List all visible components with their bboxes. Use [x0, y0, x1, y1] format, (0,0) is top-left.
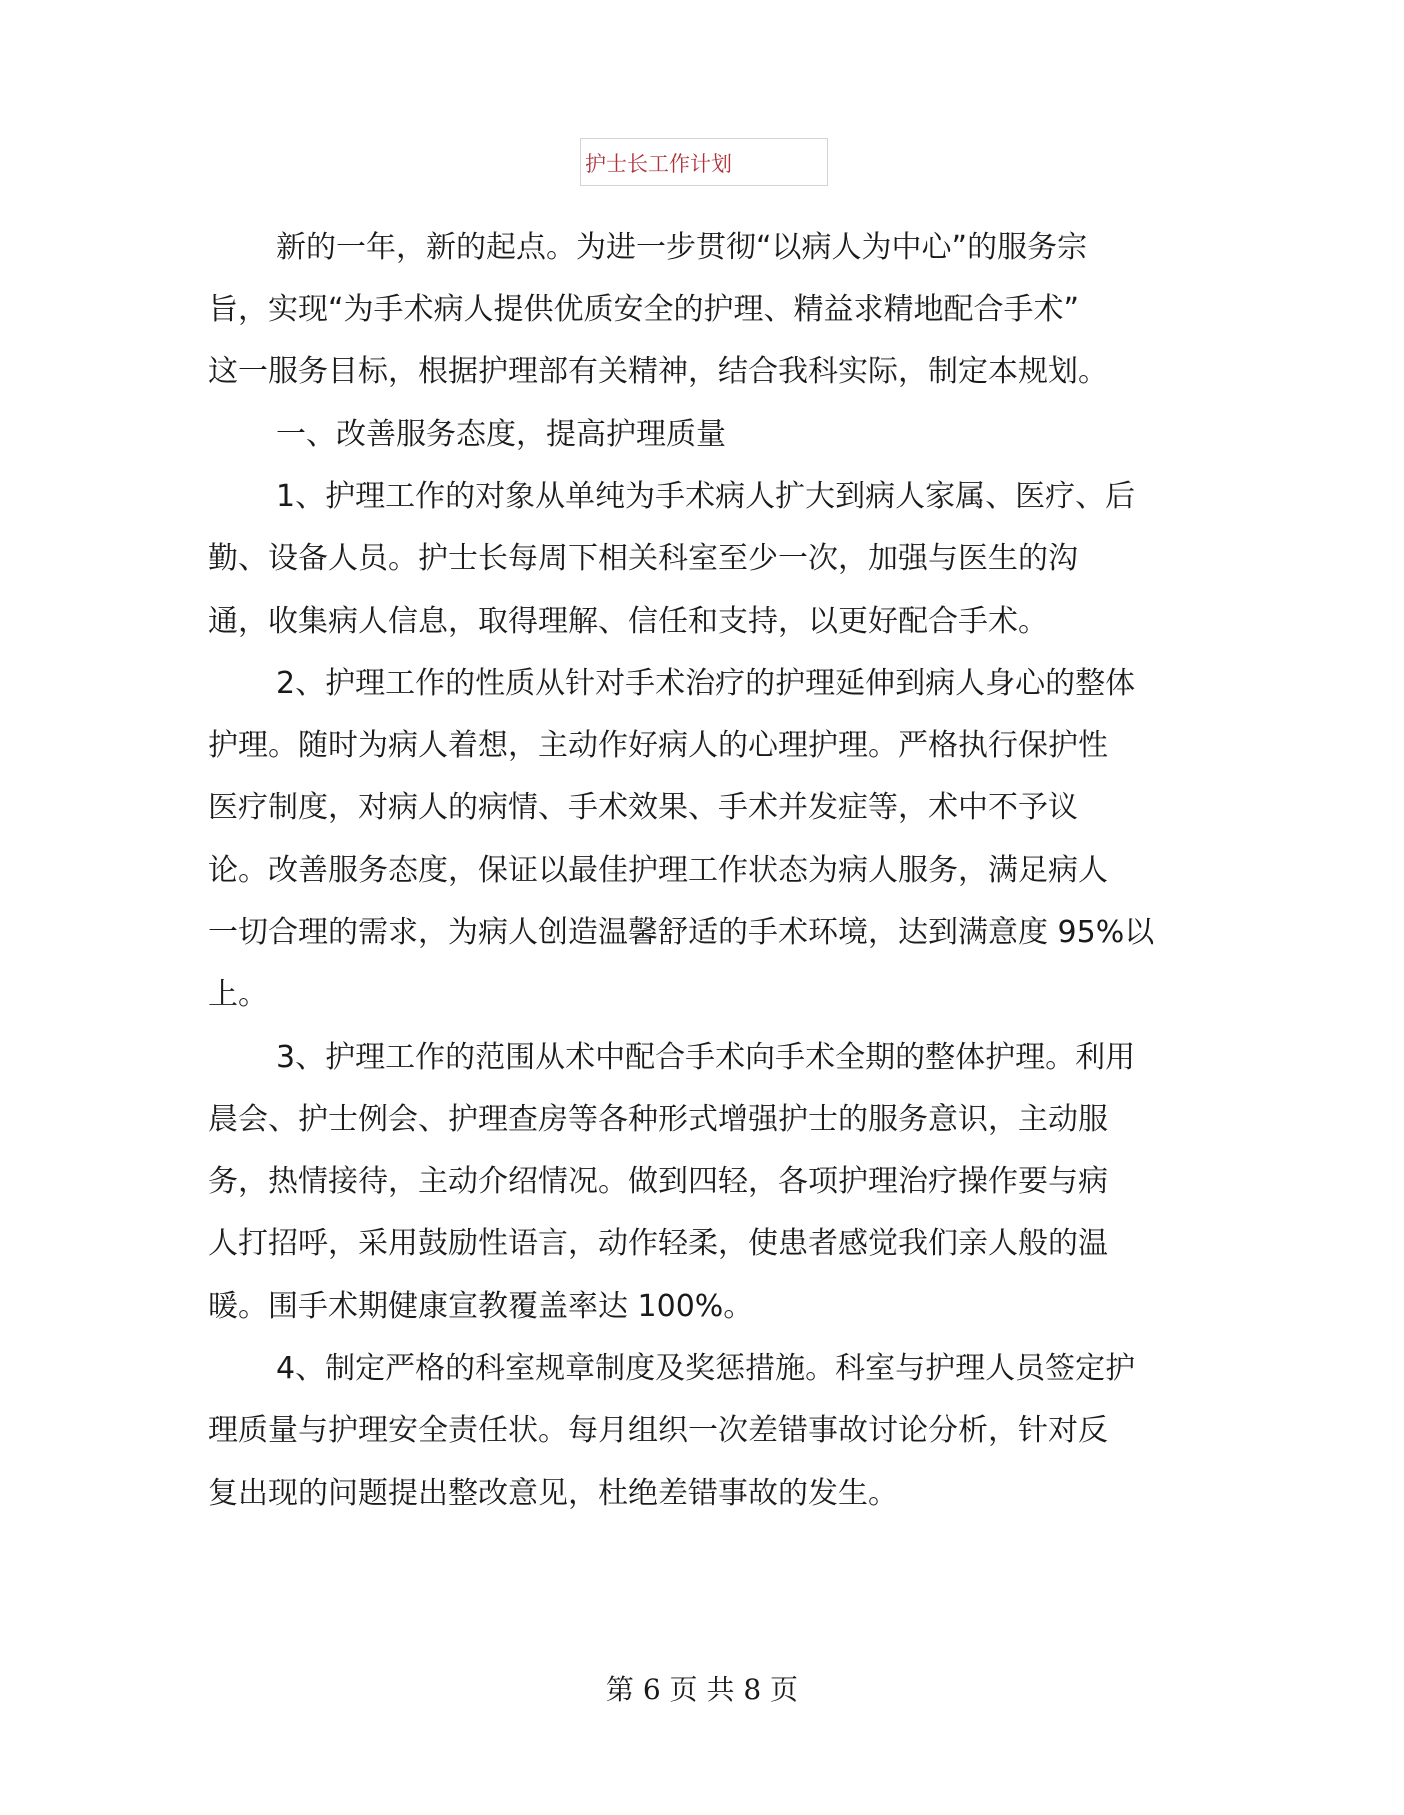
paragraph-line: 医疗制度，对病人的病情、手术效果、手术并发症等，术中不予议	[208, 790, 1078, 825]
document-title: 护士长工作计划	[585, 152, 732, 176]
paragraph-line: 上。	[208, 977, 268, 1012]
paragraph-line: 3、护理工作的范围从术中配合手术向手术全期的整体护理。利用	[276, 1040, 1136, 1075]
paragraph-line: 2、护理工作的性质从针对手术治疗的护理延伸到病人身心的整体	[276, 666, 1136, 701]
paragraph-line: 护理。随时为病人着想，主动作好病人的心理护理。严格执行保护性	[208, 728, 1108, 763]
paragraph-line: 4、制定严格的科室规章制度及奖惩措施。科室与护理人员签定护	[276, 1351, 1136, 1386]
paragraph-line: 勤、设备人员。护士长每周下相关科室至少一次，加强与医生的沟	[208, 541, 1078, 576]
paragraph-line: 复出现的问题提出整改意见，杜绝差错事故的发生。	[208, 1476, 898, 1511]
paragraph-line: 暖。围手术期健康宣教覆盖率达 100%。	[208, 1289, 754, 1324]
paragraph-line: 理质量与护理安全责任状。每月组织一次差错事故讨论分析，针对反	[208, 1413, 1108, 1448]
section-heading: 一、改善服务态度，提高护理质量	[276, 417, 726, 452]
paragraph-line: 这一服务目标，根据护理部有关精神，结合我科实际，制定本规划。	[208, 354, 1108, 389]
paragraph-line: 人打招呼，采用鼓励性语言，动作轻柔，使患者感觉我们亲人般的温	[208, 1226, 1108, 1261]
paragraph-line: 旨，实现“为手术病人提供优质安全的护理、精益求精地配合手术”	[208, 292, 1080, 327]
paragraph-line: 1、护理工作的对象从单纯为手术病人扩大到病人家属、医疗、后	[276, 479, 1136, 514]
paragraph-line: 论。改善服务态度，保证以最佳护理工作状态为病人服务，满足病人	[208, 853, 1108, 888]
paragraph-line: 晨会、护士例会、护理查房等各种形式增强护士的服务意识，主动服	[208, 1102, 1108, 1137]
paragraph-line: 务，热情接待，主动介绍情况。做到四轻，各项护理治疗操作要与病	[208, 1164, 1108, 1199]
paragraph-line: 通，收集病人信息，取得理解、信任和支持，以更好配合手术。	[208, 604, 1048, 639]
paragraph-line: 新的一年，新的起点。为进一步贯彻“以病人为中心”的服务宗	[276, 230, 1088, 265]
page-number-footer: 第 6 页 共 8 页	[605, 1673, 799, 1706]
paragraph-line: 一切合理的需求，为病人创造温馨舒适的手术环境，达到满意度 95%以	[208, 915, 1155, 950]
header-title-box	[580, 138, 828, 186]
